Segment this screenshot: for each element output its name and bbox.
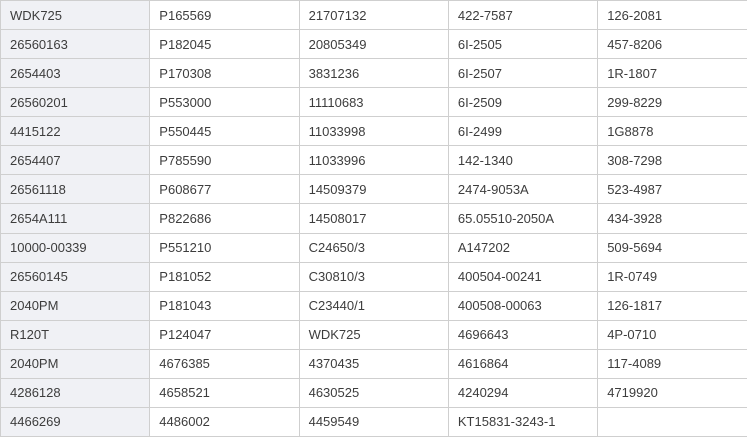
table-cell: 4459549 xyxy=(299,407,448,436)
table-cell: 4676385 xyxy=(150,349,299,378)
table-cell: 509-5694 xyxy=(598,233,747,262)
table-cell: 4240294 xyxy=(448,378,597,407)
table-cell: 11033998 xyxy=(299,117,448,146)
table-cell: 14508017 xyxy=(299,204,448,233)
table-row xyxy=(1,117,747,146)
table-cell: 14509379 xyxy=(299,175,448,204)
table-cell: P165569 xyxy=(150,1,299,30)
table-row xyxy=(1,30,747,59)
table-row xyxy=(1,175,747,204)
table-cell: P608677 xyxy=(150,175,299,204)
table-cell: P124047 xyxy=(150,320,299,349)
table-cell: 400508-00063 xyxy=(448,291,597,320)
table-row xyxy=(1,320,747,349)
table-cell: 4415122 xyxy=(1,117,150,146)
table-cell: 4658521 xyxy=(150,378,299,407)
table-cell: 65.05510-2050A xyxy=(448,204,597,233)
table-cell: 2040PM xyxy=(1,349,150,378)
table-cell: 26560201 xyxy=(1,88,150,117)
table-cell: 4486002 xyxy=(150,407,299,436)
table-cell: 4696643 xyxy=(448,320,597,349)
table-cell: P170308 xyxy=(150,59,299,88)
table-cell: 117-4089 xyxy=(598,349,747,378)
table-cell: P785590 xyxy=(150,146,299,175)
table-cell: P181052 xyxy=(150,262,299,291)
table-cell: 457-8206 xyxy=(598,30,747,59)
table-cell: A147202 xyxy=(448,233,597,262)
table-row xyxy=(1,407,747,436)
table-cell: 3831236 xyxy=(299,59,448,88)
table-cell: P182045 xyxy=(150,30,299,59)
table-row xyxy=(1,1,747,30)
table-cell: P822686 xyxy=(150,204,299,233)
table-cell: 4466269 xyxy=(1,407,150,436)
table-cell: 6I-2499 xyxy=(448,117,597,146)
table-cell: C23440/1 xyxy=(299,291,448,320)
table-cell: P553000 xyxy=(150,88,299,117)
table-cell: R120T xyxy=(1,320,150,349)
table-row xyxy=(1,349,747,378)
table-cell: 4P-0710 xyxy=(598,320,747,349)
table-cell: 308-7298 xyxy=(598,146,747,175)
table-cell: WDK725 xyxy=(299,320,448,349)
table-cell: 4370435 xyxy=(299,349,448,378)
table-cell: 6I-2505 xyxy=(448,30,597,59)
table-cell: 4630525 xyxy=(299,378,448,407)
table-cell: 422-7587 xyxy=(448,1,597,30)
table-cell: 10000-00339 xyxy=(1,233,150,262)
table-row xyxy=(1,378,747,407)
table-cell: 126-2081 xyxy=(598,1,747,30)
table-cell: P550445 xyxy=(150,117,299,146)
table-cell: 20805349 xyxy=(299,30,448,59)
table-cell: 11110683 xyxy=(299,88,448,117)
table-cell: P181043 xyxy=(150,291,299,320)
table-cell: 299-8229 xyxy=(598,88,747,117)
table-cell: 26561118 xyxy=(1,175,150,204)
table-cell: WDK725 xyxy=(1,1,150,30)
table-cell: 6I-2507 xyxy=(448,59,597,88)
table-cell: C30810/3 xyxy=(299,262,448,291)
parts-table-body xyxy=(1,1,747,437)
table-cell xyxy=(598,407,747,436)
table-cell: 400504-00241 xyxy=(448,262,597,291)
table-cell: 2474-9053A xyxy=(448,175,597,204)
table-row xyxy=(1,291,747,320)
table-cell: 142-1340 xyxy=(448,146,597,175)
table-cell: 1R-1807 xyxy=(598,59,747,88)
table-row xyxy=(1,204,747,233)
table-cell: 2654A111 xyxy=(1,204,150,233)
table-row xyxy=(1,88,747,117)
table-row xyxy=(1,233,747,262)
table-cell: 126-1817 xyxy=(598,291,747,320)
table-cell: 2654403 xyxy=(1,59,150,88)
table-cell: 1G8878 xyxy=(598,117,747,146)
table-cell: 26560145 xyxy=(1,262,150,291)
table-cell: 434-3928 xyxy=(598,204,747,233)
table-cell: 21707132 xyxy=(299,1,448,30)
table-row xyxy=(1,59,747,88)
table-cell: 4616864 xyxy=(448,349,597,378)
table-cell: 1R-0749 xyxy=(598,262,747,291)
table-cell: P551210 xyxy=(150,233,299,262)
table-cell: 6I-2509 xyxy=(448,88,597,117)
table-cell: 4719920 xyxy=(598,378,747,407)
table-cell: C24650/3 xyxy=(299,233,448,262)
table-row xyxy=(1,262,747,291)
table-cell: KT15831-3243-1 xyxy=(448,407,597,436)
table-cell: 2040PM xyxy=(1,291,150,320)
table-cell: 26560163 xyxy=(1,30,150,59)
table-cell: 2654407 xyxy=(1,146,150,175)
table-cell: 11033996 xyxy=(299,146,448,175)
table-row xyxy=(1,146,747,175)
table-cell: 523-4987 xyxy=(598,175,747,204)
table-cell: 4286128 xyxy=(1,378,150,407)
